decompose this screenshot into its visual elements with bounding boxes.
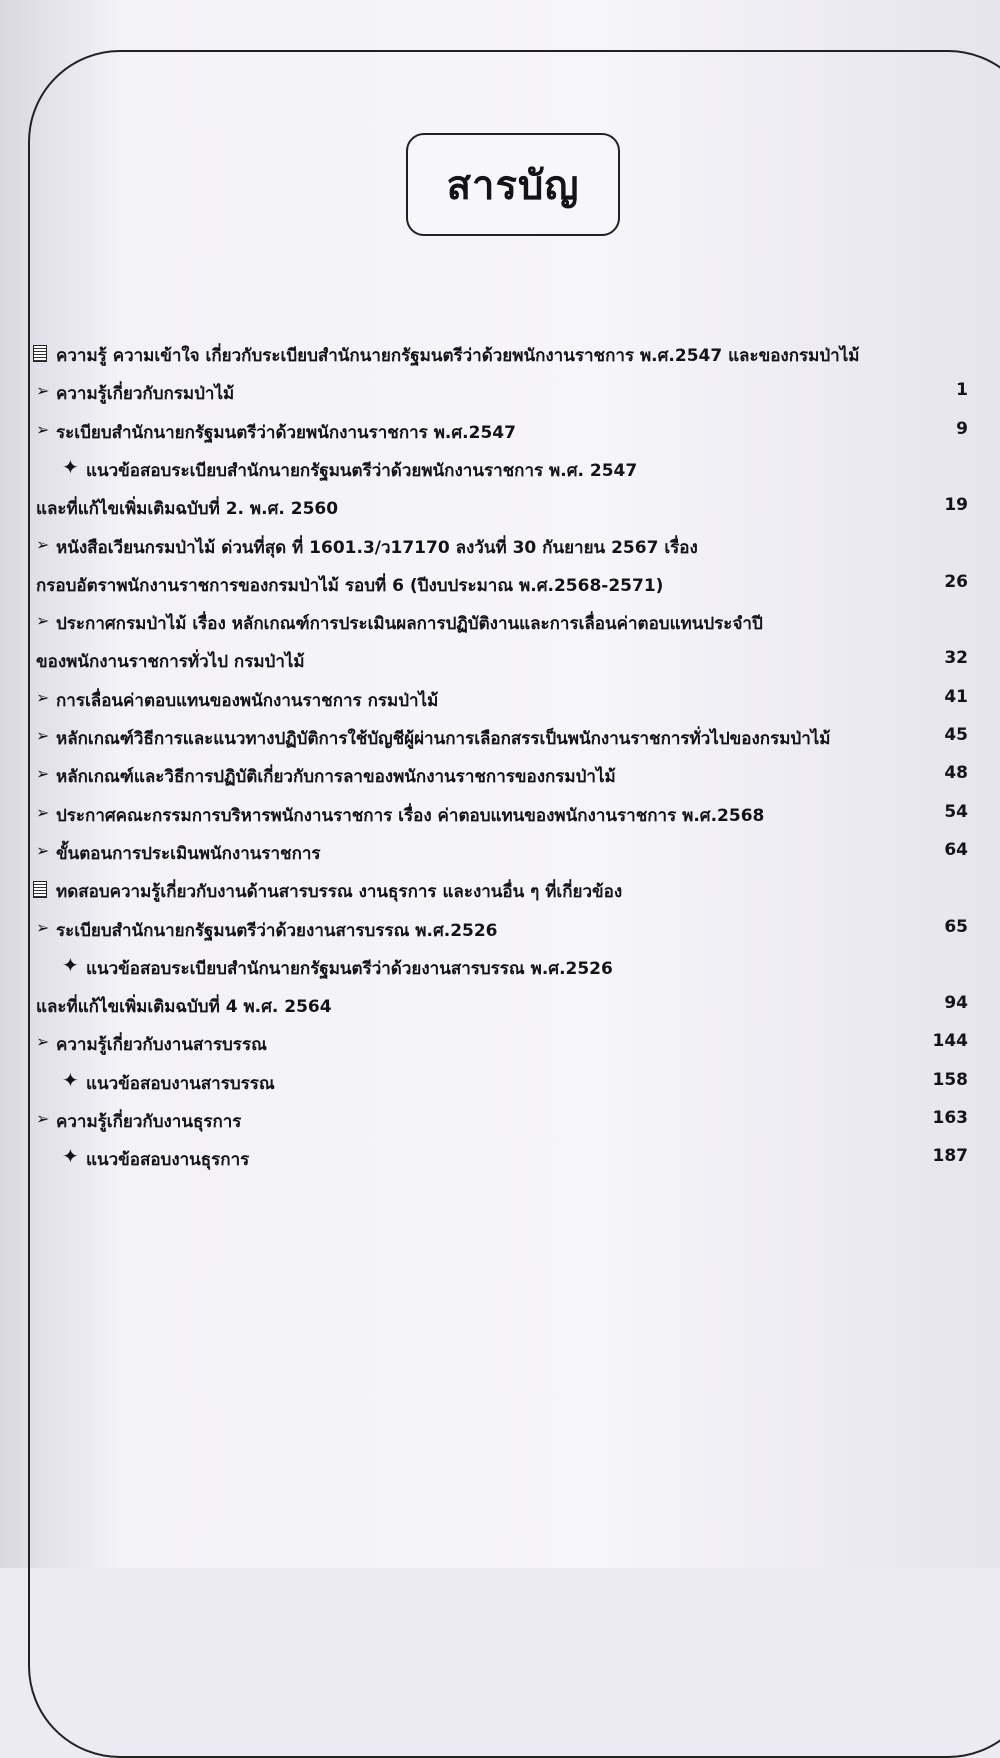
arrow-bullet-icon: ➢ bbox=[36, 381, 50, 401]
toc-page-number: 94 bbox=[944, 993, 968, 1014]
toc-page-number: 1 bbox=[956, 380, 968, 401]
arrow-bullet-icon: ➢ bbox=[36, 802, 50, 822]
arrow-bullet-icon: ➢ bbox=[36, 917, 50, 937]
arrow-bullet-icon: ➢ bbox=[36, 1032, 50, 1052]
toc-entry-text: ระเบียบสำนักนายกรัฐมนตรีว่าด้วยงานสารบรรณ พ.ศ.2526 bbox=[56, 920, 498, 941]
document-icon bbox=[33, 881, 47, 898]
document-icon bbox=[33, 345, 47, 362]
toc-entry bbox=[0, 949, 1000, 983]
arrow-bullet-icon: ➢ bbox=[36, 687, 50, 707]
toc-entry bbox=[0, 642, 1000, 676]
toc-page-number: 26 bbox=[944, 571, 968, 592]
toc-entry bbox=[0, 834, 1000, 868]
toc-entry bbox=[0, 757, 1000, 791]
toc-entry-text: ความรู้เกี่ยวกับงานธุรการ bbox=[56, 1112, 242, 1132]
toc-entry bbox=[0, 489, 1000, 523]
toc-entry bbox=[0, 336, 1000, 370]
toc-entry-text: ความรู้ ความเข้าใจ เกี่ยวกับระเบียบสำนักนายกรัฐมนตรีว่าด้วยพนักงานราชการ พ.ศ.2547 และของกรมป่าไม้ bbox=[56, 346, 860, 366]
toc-entry bbox=[0, 719, 1000, 753]
toc-entry bbox=[0, 604, 1000, 638]
toc-entry bbox=[0, 911, 1000, 945]
toc-entry bbox=[0, 451, 1000, 485]
arrow-bullet-icon: ➢ bbox=[36, 611, 50, 631]
toc-entry-text: ประกาศคณะกรรมการบริหารพนักงานราชการ เรื่อง ค่าตอบแทนของพนักงานราชการ พ.ศ.2568 bbox=[56, 805, 765, 826]
toc-entry-text: หลักเกณฑ์และวิธีการปฏิบัติเกี่ยวกับการลาของพนักงานราชการของกรมป่าไม้ bbox=[56, 767, 616, 788]
toc-page-number: 64 bbox=[944, 839, 968, 860]
toc-page-number: 19 bbox=[944, 495, 968, 516]
arrow-bullet-icon: ➢ bbox=[36, 534, 50, 554]
toc-entry-text: และที่แก้ไขเพิ่มเติมฉบับที่ 2. พ.ศ. 2560 bbox=[36, 499, 339, 520]
toc-entry bbox=[0, 374, 1000, 408]
star-bullet-icon: ✦ bbox=[62, 454, 79, 479]
arrow-bullet-icon: ➢ bbox=[36, 1109, 50, 1128]
toc-entry-text: ประกาศกรมป่าไม้ เรื่อง หลักเกณฑ์การประเมินผลการปฏิบัติงานและการเลื่อนค่าตอบแทนประจำปี bbox=[56, 614, 763, 635]
toc-entry bbox=[0, 681, 1000, 715]
star-bullet-icon: ✦ bbox=[62, 952, 79, 977]
toc-entry bbox=[0, 413, 1000, 447]
toc-page-number: 187 bbox=[932, 1146, 968, 1167]
toc-entry-text: ขั้นตอนการประเมินพนักงานราชการ bbox=[56, 843, 321, 864]
toc-entry bbox=[0, 796, 1000, 830]
toc-entry bbox=[0, 1102, 1000, 1136]
toc-entry bbox=[0, 872, 1000, 906]
toc-entry-text: แนวข้อสอบระเบียบสำนักนายกรัฐมนตรีว่าด้วยงานสารบรรณ พ.ศ.2526 bbox=[86, 958, 613, 979]
toc-entry-text: กรอบอัตราพนักงานราชการของกรมป่าไม้ รอบที่ 6 (ปีงบประมาณ พ.ศ.2568-2571) bbox=[36, 575, 664, 596]
toc-entry bbox=[0, 987, 1000, 1021]
toc-entry-text: หนังสือเวียนกรมป่าไม้ ด่วนที่สุด ที่ 1601.3/ว17170 ลงวันที่ 30 กันยายน 2567 เรื่อง bbox=[56, 537, 698, 558]
toc-entry bbox=[0, 566, 1000, 600]
toc-page-number: 32 bbox=[944, 648, 968, 669]
toc-entry-text: การเลื่อนค่าตอบแทนของพนักงานราชการ กรมป่าไม้ bbox=[56, 690, 439, 711]
arrow-bullet-icon: ➢ bbox=[36, 764, 50, 784]
toc-entry-text: ทดสอบความรู้เกี่ยวกับงานด้านสารบรรณ งานธุรการ และงานอื่น ๆ ที่เกี่ยวข้อง bbox=[56, 882, 623, 903]
toc-page-number: 54 bbox=[944, 801, 968, 822]
toc-entry-text: ระเบียบสำนักนายกรัฐมนตรีว่าด้วยพนักงานราชการ พ.ศ.2547 bbox=[56, 422, 516, 443]
arrow-bullet-icon: ➢ bbox=[36, 840, 50, 860]
toc-page-number: 41 bbox=[944, 686, 968, 707]
toc-entry-text: ความรู้เกี่ยวกับงานสารบรรณ bbox=[56, 1035, 267, 1056]
toc-page-number: 65 bbox=[944, 916, 968, 937]
toc-entry bbox=[0, 1025, 1000, 1059]
toc-entry-text: แนวข้อสอบงานสารบรรณ bbox=[86, 1073, 275, 1094]
star-bullet-icon: ✦ bbox=[62, 1067, 79, 1092]
star-bullet-icon: ✦ bbox=[62, 1144, 79, 1169]
toc-page-number: 163 bbox=[932, 1108, 968, 1128]
arrow-bullet-icon: ➢ bbox=[36, 419, 50, 439]
toc-title: สารบัญ bbox=[406, 133, 620, 236]
toc-entry-text: หลักเกณฑ์วิธีการและแนวทางปฏิบัติการใช้บัญชีผู้ผ่านการเลือกสรรเป็นพนักงานราชการทั่วไปของกรมป่าไม้ bbox=[56, 729, 831, 749]
toc-page-number: 158 bbox=[932, 1069, 968, 1090]
toc-entry bbox=[0, 1064, 1000, 1098]
toc-entry bbox=[0, 528, 1000, 562]
toc-page-number: 48 bbox=[944, 763, 968, 784]
arrow-bullet-icon: ➢ bbox=[36, 726, 50, 745]
toc-entry-text: แนวข้อสอบระเบียบสำนักนายกรัฐมนตรีว่าด้วยพนักงานราชการ พ.ศ. 2547 bbox=[86, 460, 638, 481]
toc-page-number: 144 bbox=[932, 1031, 968, 1052]
toc-entry-text: ของพนักงานราชการทั่วไป กรมป่าไม้ bbox=[36, 652, 305, 673]
toc-entry-text: แนวข้อสอบงานธุรการ bbox=[86, 1150, 250, 1171]
toc-page-number: 9 bbox=[956, 418, 968, 439]
toc-page-number: 45 bbox=[944, 725, 968, 745]
toc-entry-text: และที่แก้ไขเพิ่มเติมฉบับที่ 4 พ.ศ. 2564 bbox=[36, 997, 332, 1018]
toc-entry-text: ความรู้เกี่ยวกับกรมป่าไม้ bbox=[56, 384, 235, 405]
toc-entry bbox=[0, 1140, 1000, 1174]
